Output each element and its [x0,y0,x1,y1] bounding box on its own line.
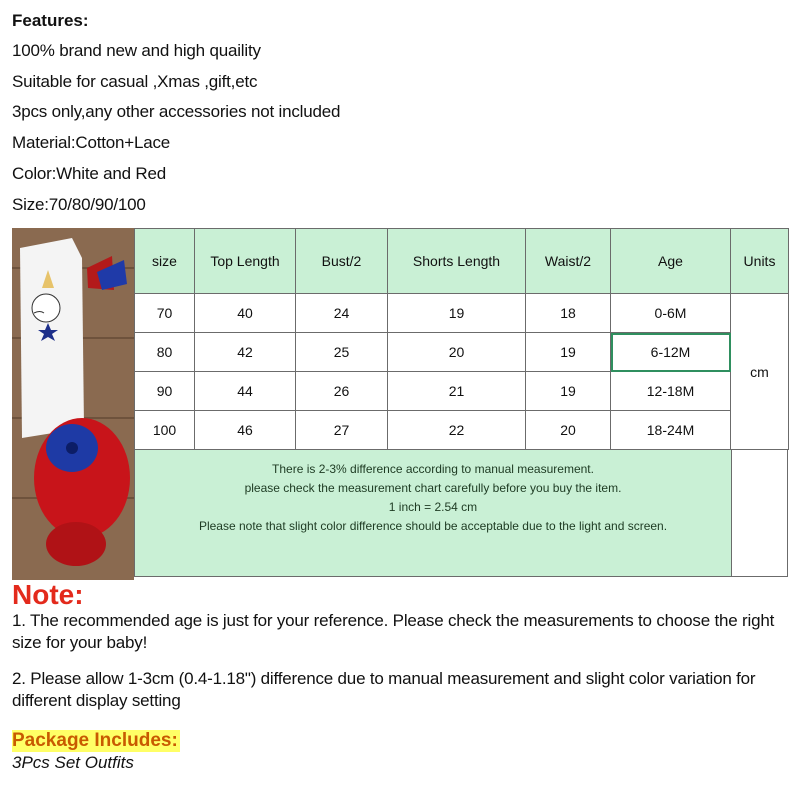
cell-size: 80 [135,333,195,372]
feature-line: 100% brand new and high quaility [12,41,261,60]
table-row [135,294,789,333]
header-shorts-length: Shorts Length [388,229,526,294]
cell-size: 100 [135,411,195,450]
note-section [12,580,797,726]
notice-blank-cell [732,449,788,577]
notice-line: 1 inch = 2.54 cm [388,500,478,514]
cell-top-length: 40 [195,294,296,333]
cell-waist: 20 [526,411,611,450]
cell-waist: 18 [526,294,611,333]
feature-line: Suitable for casual ,Xmas ,gift,etc [12,71,258,91]
cell-shorts-length: 22 [388,411,526,450]
table-row [135,372,789,411]
header-age: Age [611,229,731,294]
cell-shorts-length: 19 [388,294,526,333]
cell-waist: 19 [526,333,611,372]
feature-line: 3pcs only,any other accessories not included [12,102,341,122]
note-paragraph: 1. The recommended age is just for your reference. Please check the measurements to choose the right size for your baby! [12,611,775,652]
table-header-row [135,229,789,294]
feature-line: Size:70/80/90/100 [12,194,146,214]
cell-bust: 24 [296,294,388,333]
cell-unit: cm [731,294,789,450]
size-table-area [134,228,788,580]
cell-age: 0-6M [611,294,731,333]
header-waist: Waist/2 [526,229,611,294]
cell-top-length: 42 [195,333,296,372]
table-row [135,333,789,372]
cell-bust: 26 [296,372,388,411]
cell-bust: 27 [296,411,388,450]
features-section [12,10,792,220]
cell-age: 12-18M [611,372,731,411]
header-top-length: Top Length [195,229,296,294]
cell-size: 70 [135,294,195,333]
feature-line: Material:Cotton+Lace [12,133,171,153]
cell-top-length: 46 [195,411,296,450]
package-title: Package Includes: [12,730,178,751]
product-photo [12,228,134,580]
size-chart [12,228,788,580]
notice-line: Please note that slight color difference should be acceptable due to the light and screen. [198,519,668,533]
note-paragraph: 2. Please allow 1-3cm (0.4-1.18") difference due to manual measurement and slight color variation for different display setting [12,669,756,710]
header-size: size [135,229,195,294]
cell-shorts-length: 21 [388,372,526,411]
header-units: Units [731,229,789,294]
features-heading: Features: [12,11,89,30]
note-title: Note: [12,579,84,610]
package-contents: 3Pcs Set Outfits [12,753,134,772]
measurement-notice [134,449,732,577]
cell-age: 6-12M [611,333,731,372]
notice-line: please check the measurement chart carefully before you buy the item. [244,481,622,495]
cell-size: 90 [135,372,195,411]
cell-age: 18-24M [611,411,731,450]
cell-shorts-length: 20 [388,333,526,372]
header-bust: Bust/2 [296,229,388,294]
outfit-illustration [12,228,134,580]
table-row [135,411,789,450]
notice-line: There is 2-3% difference according to manual measurement. [272,462,594,476]
feature-line: Color:White and Red [12,163,166,183]
cell-bust: 25 [296,333,388,372]
cell-top-length: 44 [195,372,296,411]
package-section [12,730,180,774]
cell-waist: 19 [526,372,611,411]
size-table [134,228,789,450]
